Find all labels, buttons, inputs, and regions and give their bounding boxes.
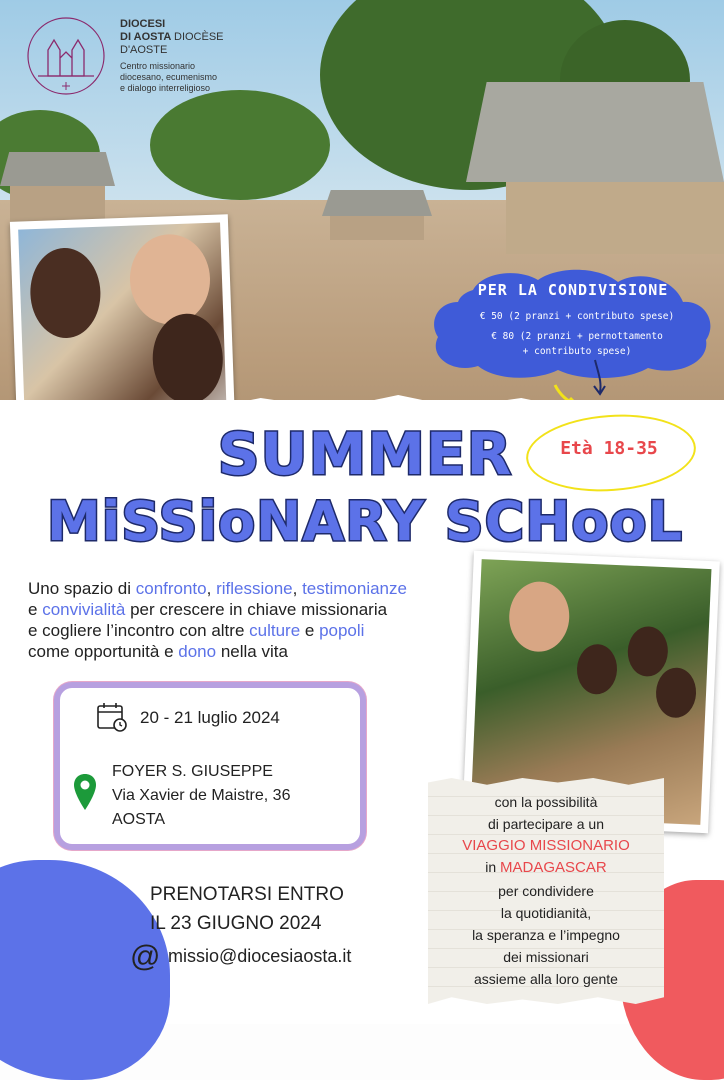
desc-highlight: testimonianze <box>302 579 407 598</box>
desc-highlight: culture <box>249 621 301 640</box>
contact-email[interactable]: missio@diocesiaosta.it <box>168 946 352 966</box>
tree <box>150 90 330 200</box>
sharing-option-2: € 80 (2 pranzi + pernottamento <box>491 331 663 342</box>
desc-highlight: dono <box>178 642 217 661</box>
desc-highlight: popoli <box>319 621 365 640</box>
note-line: la quotidianità, <box>500 905 592 921</box>
logo-text: DIOCESI <box>120 18 166 30</box>
desc-text: e <box>28 600 43 619</box>
at-icon: @ <box>130 940 161 973</box>
event-venue <box>112 760 290 832</box>
diocese-logo <box>14 12 124 100</box>
sharing-title: PER LA CONDIVISIONE <box>477 281 669 299</box>
title-line-2: MiSSioNARY SCHooL <box>46 490 684 553</box>
booking-line-1: PRENOTARSI ENTRO <box>150 884 344 905</box>
location-pin-icon <box>72 772 98 812</box>
logo-text: DI AOSTA <box>120 31 171 43</box>
desc-text: nella vita <box>216 642 288 661</box>
note-line: per condividere <box>498 883 594 899</box>
age-range: Età 18-35 <box>560 438 658 459</box>
desc-text: come opportunità e <box>28 642 179 661</box>
hut <box>466 82 724 254</box>
booking-deadline <box>150 880 380 938</box>
desc-text: per crescere in chiave missionaria <box>125 600 388 619</box>
venue-name: FOYER S. GIUSEPPE <box>112 763 273 780</box>
title-line-1: SUMMER <box>217 420 513 488</box>
desc-highlight: convivialità <box>42 600 126 619</box>
note-line <box>428 859 664 876</box>
logo-subtitle: diocesano, ecumenismo <box>120 72 218 82</box>
note-line: dei missionari <box>503 949 589 965</box>
description <box>28 578 478 662</box>
note-line: con la possibilità <box>494 794 598 810</box>
desc-text: Uno spazio di <box>28 579 136 598</box>
desc-text: , <box>292 579 303 598</box>
note-line: assieme alla loro gente <box>474 971 618 987</box>
note-highlight: MADAGASCAR <box>500 859 607 876</box>
hut <box>0 152 115 227</box>
desc-highlight: confronto <box>135 579 207 598</box>
desc-text: e cogliere l’incontro con altre <box>28 621 250 640</box>
desc-text: , <box>206 579 217 598</box>
hut <box>322 190 432 240</box>
note-line: la speranza e l’impegno <box>472 927 620 943</box>
calendar-icon <box>96 702 128 732</box>
venue-address: Via Xavier de Maistre, 36 <box>112 787 291 804</box>
logo-text: D'AOSTE <box>120 44 168 56</box>
logo-subtitle: e dialogo interreligioso <box>120 83 211 93</box>
sharing-option-1: € 50 (2 pranzi + contributo spese) <box>479 311 675 322</box>
diocese-name <box>120 18 320 94</box>
sharing-option-2-cont: + contributo spese) <box>522 346 632 357</box>
desc-highlight: riflessione <box>216 579 293 598</box>
event-date: 20 - 21 luglio 2024 <box>140 708 280 727</box>
logo-subtitle: Centro missionario <box>120 61 196 71</box>
venue-city: AOSTA <box>112 811 166 828</box>
note-line: di partecipare a un <box>488 816 604 832</box>
desc-text: e <box>300 621 320 640</box>
logo-text: DIOCÈSE <box>174 31 224 43</box>
note-highlight: VIAGGIO MISSIONARIO <box>462 837 630 854</box>
booking-line-2: IL 23 GIUGNO 2024 <box>150 913 322 934</box>
note-text: in <box>485 859 501 875</box>
